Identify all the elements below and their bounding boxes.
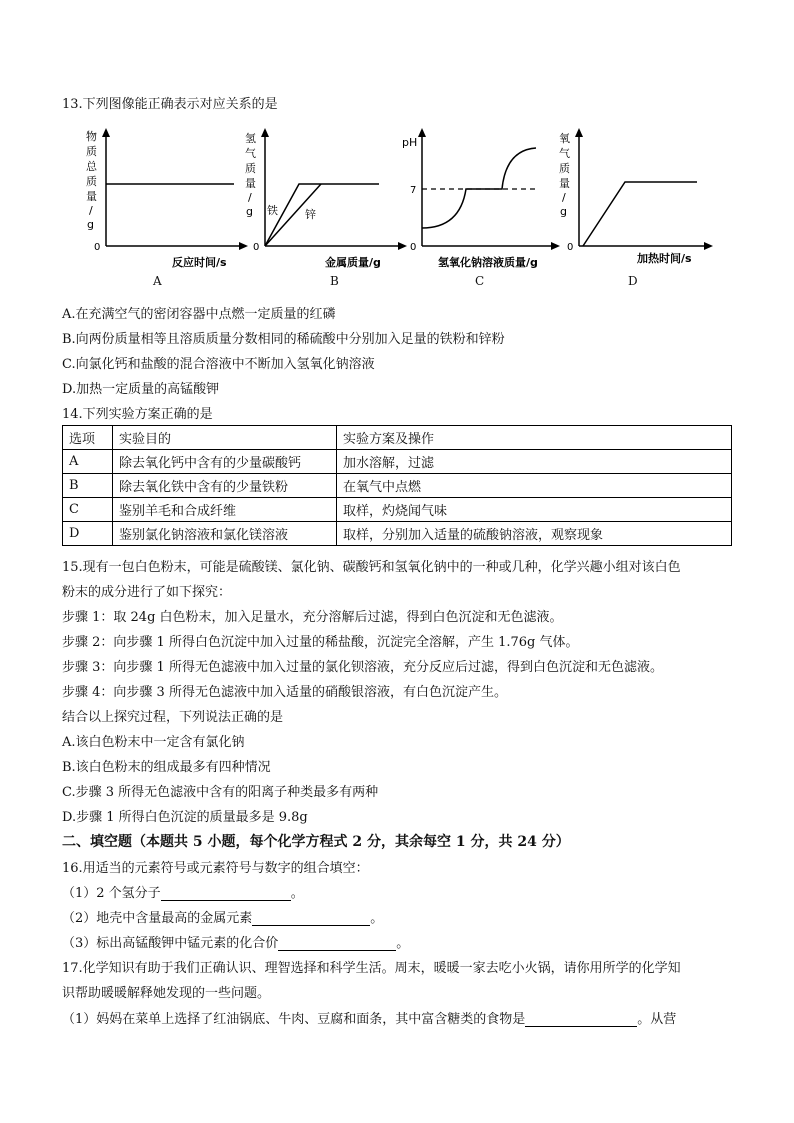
graph-b-ylabel-0: 氢 <box>245 132 256 145</box>
table-row <box>63 498 732 522</box>
q15-step-3: 步骤 3：向步骤 1 所得无色滤液中加入过量的氯化钡溶液，充分反应后过滤，得到白色沉淀和无色滤液。 <box>62 660 663 675</box>
table-cell: 鉴别羊毛和合成纤维 <box>113 498 337 522</box>
q15-step-1: 步骤 1：取 24g 白色粉末，加入足量水，充分溶解后过滤，得到白色沉淀和无色滤液。 <box>62 610 563 625</box>
graph-b-tag-fe: 铁 <box>267 204 278 217</box>
graph-b-ylabel-3: 量 <box>245 177 256 190</box>
q16-item-3-end: 。 <box>396 936 410 951</box>
graph-b-ylabel-1: 气 <box>245 147 256 160</box>
graph-c-plot <box>402 128 572 268</box>
graph-d-xlabel: 加热时间/s <box>637 252 692 265</box>
table-cell: 取样，灼烧闻气味 <box>337 498 732 522</box>
graph-d-curve <box>583 182 697 246</box>
graph-c-xlabel: 氢氧化钠溶液质量/g <box>438 256 538 269</box>
q16-item-3 <box>62 932 409 951</box>
graph-d-ylabel-2: 质 <box>559 162 570 175</box>
graph-d-ylabel-0: 氧 <box>559 132 570 145</box>
q15-stem-line1: 15.现有一包白色粉末，可能是硫酸镁、氯化钠、碳酸钙和氢氧化钠中的一种或几种，化学兴趣小组对该白色 <box>62 560 681 575</box>
graph-c-y-arrow <box>418 128 426 137</box>
graph-a-caption: A <box>153 274 162 288</box>
q15-conclusion: 结合以上探究过程，下列说法正确的是 <box>62 710 284 725</box>
graph-c-origin: 0 <box>410 242 417 253</box>
graph-d-plot <box>559 128 729 268</box>
graph-a-ylabel-1: 质 <box>86 145 97 158</box>
graph-b-ylabel-2: 质 <box>245 162 256 175</box>
table-cell: 除去氧化钙中含有的少量碳酸钙 <box>113 450 337 474</box>
table-cell: 加水溶解，过滤 <box>337 450 732 474</box>
table-cell: C <box>63 498 113 522</box>
graph-b <box>245 128 418 269</box>
q15-step-2: 步骤 2：向步骤 1 所得白色沉淀中加入过量的稀盐酸，沉淀完全溶解，产生 1.76g 气体。 <box>62 635 579 650</box>
q13-option-c: C.向氯化钙和盐酸的混合溶液中不断加入氢氧化钠溶液 <box>62 357 375 372</box>
q16-item-3-text: （3）标出高锰酸钾中锰元素的化合价 <box>62 936 279 951</box>
q15-option-b: B.该白色粉末的组成最多有四种情况 <box>62 760 271 775</box>
table-cell: 鉴别氯化钠溶液和氯化镁溶液 <box>113 522 337 546</box>
q17-stem-line1: 17.化学知识有助于我们正确认识、理智选择和科学生活。周末，暖暖一家去吃小火锅，请你用所学的化学知 <box>62 961 681 976</box>
q16-item-1-end: 。 <box>290 886 304 901</box>
graph-a-xlabel: 反应时间/s <box>172 256 227 269</box>
q15-option-c: C.步骤 3 所得无色滤液中含有的阳离子种类最多有两种 <box>62 785 379 800</box>
table-row <box>63 450 732 474</box>
q14-table <box>62 425 732 546</box>
table-header-cell: 实验方案及操作 <box>337 426 732 450</box>
q13-option-b: B.向两份质量相等且溶质质量分数相同的稀硫酸中分别加入足量的铁粉和锌粉 <box>62 332 505 347</box>
graph-a-origin: 0 <box>94 242 101 253</box>
graph-b-ylabel-5: g <box>246 205 253 218</box>
q17-item-1-text: （1）妈妈在菜单上选择了红油锅底、牛肉、豆腐和面条，其中富含糖类的食物是 <box>62 1012 526 1027</box>
q17-item-1-answer-blank[interactable] <box>525 1012 637 1027</box>
graph-a <box>86 128 256 268</box>
q16-stem: 16.用适当的元素符号或元素符号与数字的组合填空： <box>62 861 369 876</box>
q13-option-d: D.加热一定质量的高锰酸钾 <box>62 382 220 397</box>
table-cell: 取样，分别加入适量的硫酸钠溶液，观察现象 <box>337 522 732 546</box>
graph-d-ylabel-4: / <box>562 191 566 204</box>
graph-a-ylabel-4: 量 <box>86 190 97 203</box>
q14-stem: 14.下列实验方案正确的是 <box>62 407 213 422</box>
graph-c <box>402 128 572 268</box>
graph-d <box>559 128 729 268</box>
graph-b-plot <box>245 128 418 269</box>
graph-a-y-arrow <box>102 128 110 137</box>
graph-b-origin: 0 <box>253 242 260 253</box>
table-cell: 在氧气中点燃 <box>337 474 732 498</box>
q15-option-d: D.步骤 1 所得白色沉淀的质量最多是 9.8g <box>62 810 308 825</box>
q16-item-2-answer-blank[interactable] <box>252 911 370 926</box>
graph-d-origin: 0 <box>567 242 574 253</box>
table-header-cell: 选项 <box>63 426 113 450</box>
q17-item-1 <box>62 1008 676 1027</box>
q15-option-a: A.该白色粉末中一定含有氯化钠 <box>62 735 245 750</box>
q16-item-1 <box>62 882 304 901</box>
q13-option-a: A.在充满空气的密闭容器中点燃一定质量的红磷 <box>62 307 336 322</box>
q17-stem-line2: 识帮助暖暖解释她发现的一些问题。 <box>62 986 271 1001</box>
table-cell: D <box>63 522 113 546</box>
section-title: 二、填空题（本题共 5 小题，每个化学方程式 2 分，其余每空 1 分，共 24 分） <box>62 834 570 850</box>
graph-b-xlabel: 金属质量/g <box>325 256 381 269</box>
table-row <box>63 522 732 546</box>
q16-item-3-answer-blank[interactable] <box>278 936 396 951</box>
graph-a-plot <box>86 128 256 268</box>
graph-b-curve-fe <box>265 184 379 246</box>
graph-c-caption: C <box>475 274 485 288</box>
graph-a-ylabel-0: 物 <box>86 130 97 143</box>
graph-b-tag-zn: 锌 <box>305 208 316 221</box>
table-cell: B <box>63 474 113 498</box>
q17-item-1-tail: 。从营 <box>637 1012 677 1027</box>
q16-item-2-text: （2）地壳中含量最高的金属元素 <box>62 911 253 926</box>
graph-d-ylabel-5: g <box>560 205 567 218</box>
graph-a-ylabel-2: 总 <box>86 160 97 173</box>
q13-stem: 13.下列图像能正确表示对应关系的是 <box>62 97 278 112</box>
table-cell: A <box>63 450 113 474</box>
graph-c-tick7: 7 <box>410 185 417 196</box>
q15-step-4: 步骤 4：向步骤 3 所得无色滤液中加入适量的硝酸银溶液，有白色沉淀产生。 <box>62 685 507 700</box>
table-header-row <box>63 426 732 450</box>
graph-a-ylabel-6: g <box>87 218 94 231</box>
q16-item-2-end: 。 <box>370 911 384 926</box>
graph-d-x-arrow <box>704 242 713 250</box>
q16-item-2 <box>62 907 383 926</box>
graph-c-ylabel: pH <box>402 136 418 149</box>
graph-d-ylabel-3: 量 <box>559 177 570 190</box>
q16-item-1-text: （1）2 个氢分子 <box>62 886 161 901</box>
graph-d-caption: D <box>628 274 638 288</box>
q15-stem-line2: 粉末的成分进行了如下探究： <box>62 585 232 600</box>
graph-d-y-arrow <box>575 128 583 137</box>
graph-a-ylabel-3: 质 <box>86 175 97 188</box>
q16-item-1-answer-blank[interactable] <box>161 886 291 901</box>
table-cell: 除去氧化铁中含有的少量铁粉 <box>113 474 337 498</box>
table-row <box>63 474 732 498</box>
graph-d-ylabel-1: 气 <box>559 147 570 160</box>
graph-c-curve <box>422 148 536 228</box>
table-header-cell: 实验目的 <box>113 426 337 450</box>
graph-b-caption: B <box>330 274 339 288</box>
graph-a-ylabel-5: / <box>89 204 93 217</box>
graph-b-y-arrow <box>261 128 269 137</box>
graph-b-ylabel-4: / <box>248 191 252 204</box>
